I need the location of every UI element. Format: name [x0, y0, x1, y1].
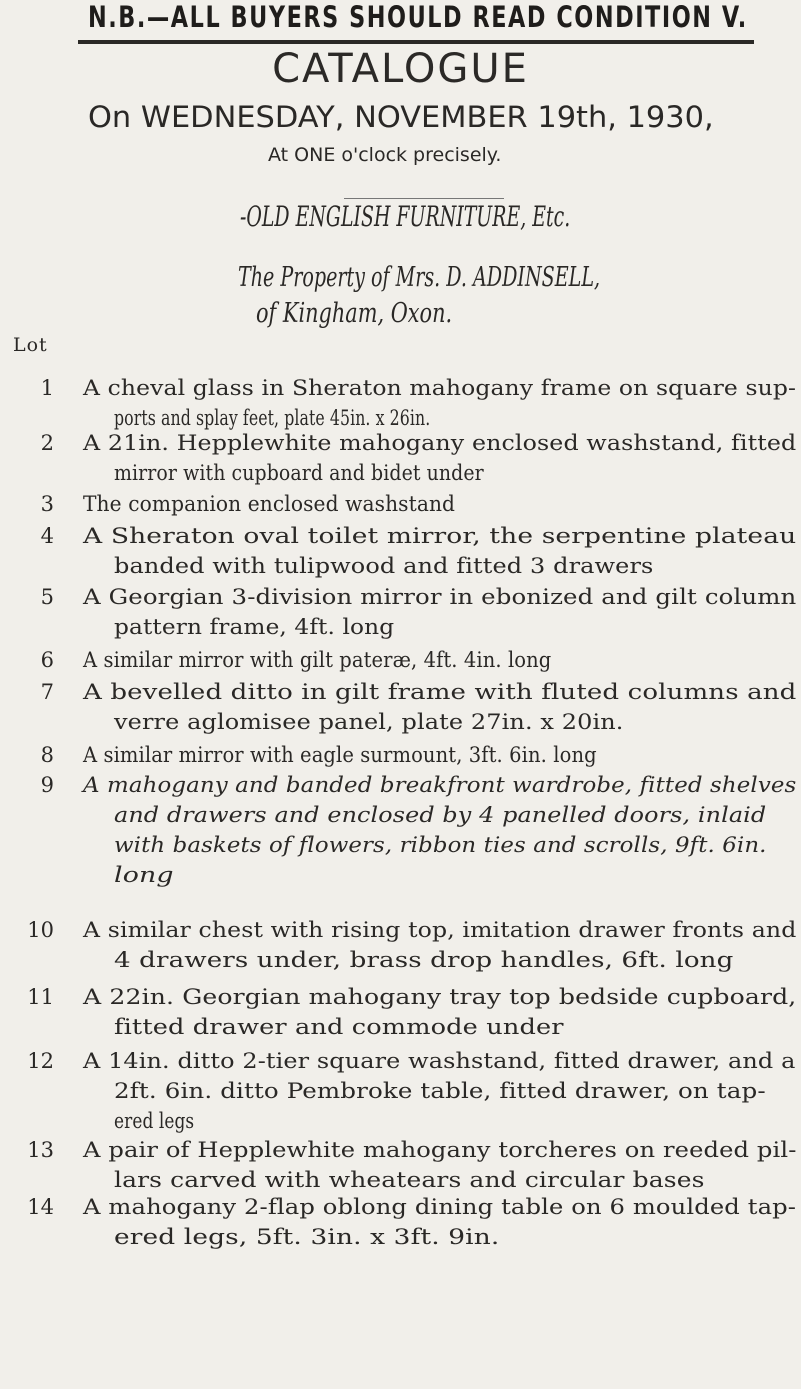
property-location: of Kingham, Oxon. — [256, 298, 453, 329]
lot-column-heading: Lot — [13, 334, 48, 356]
lot-number: 3 — [40, 492, 54, 516]
lot-number: 10 — [27, 918, 54, 942]
lot-description-line: ports and splay feet, plate 45in. x 26in. — [114, 406, 431, 430]
lot-description-line: banded with tulipwood and fitted 3 drawers — [114, 554, 654, 578]
lot-number: 13 — [27, 1138, 54, 1162]
lot-description-line: 4 drawers under, brass drop handles, 6ft. long — [114, 948, 734, 972]
lot-description-line: A similar chest with rising top, imitation drawer fronts and — [83, 918, 797, 942]
sale-time: At ONE o'clock precisely. — [268, 144, 502, 166]
divider-rule — [344, 198, 504, 199]
lot-number: 5 — [40, 585, 54, 609]
lot-number: 7 — [40, 680, 54, 704]
lot-description-line: A cheval glass in Sheraton mahogany frame on square sup- — [83, 376, 797, 400]
lot-number: 1 — [40, 376, 54, 400]
lot-description-line: mirror with cupboard and bidet under — [114, 461, 484, 485]
lot-description-line: A Sheraton oval toilet mirror, the serpentine plateau — [83, 524, 797, 548]
lot-description-line: A similar mirror with gilt pateræ, 4ft. 4in. long — [83, 648, 552, 672]
lot-description-line: and drawers and enclosed by 4 panelled doors, inlaid — [114, 803, 767, 827]
lot-description-line: pattern frame, 4ft. long — [114, 615, 395, 639]
property-owner: The Property of Mrs. D. ADDINSELL, — [238, 262, 601, 293]
lot-number: 8 — [40, 743, 54, 767]
lot-number: 11 — [27, 985, 54, 1009]
header-rule — [78, 40, 754, 44]
lot-description-line: A 21in. Hepplewhite mahogany enclosed washstand, fitted — [83, 431, 797, 455]
lot-description-line: A pair of Hepplewhite mahogany torcheres on reeded pil- — [83, 1138, 797, 1162]
lot-description-line: ered legs — [114, 1109, 195, 1133]
lot-description-line: lars carved with wheatears and circular bases — [114, 1168, 705, 1192]
lot-description-line: ered legs, 5ft. 3in. x 3ft. 9in. — [114, 1225, 500, 1249]
lot-description-line: The companion enclosed washstand — [83, 492, 456, 516]
sale-date: On WEDNESDAY, NOVEMBER 19th, 1930, — [88, 100, 714, 134]
lot-number: 14 — [27, 1195, 54, 1219]
section-heading: -OLD ENGLISH FURNITURE, Etc. — [240, 200, 571, 233]
lot-description-line: A mahogany 2-flap oblong dining table on 6 moulded tap- — [83, 1195, 797, 1219]
condition-notice: N.B.—ALL BUYERS SHOULD READ CONDITION V. — [88, 0, 748, 34]
lot-description-line: with baskets of flowers, ribbon ties and scrolls, 9ft. 6in. — [114, 833, 767, 857]
lot-description-line: long — [114, 863, 174, 887]
lot-number: 9 — [40, 773, 54, 797]
catalogue-title: CATALOGUE — [272, 46, 529, 92]
lot-description-line: A bevelled ditto in gilt frame with fluted columns and — [83, 680, 797, 704]
lot-description-line: A Georgian 3-division mirror in ebonized and gilt column — [83, 585, 797, 609]
lot-number: 2 — [40, 431, 54, 455]
lot-number: 4 — [40, 524, 54, 548]
lot-number: 12 — [27, 1049, 54, 1073]
lot-number: 6 — [40, 648, 54, 672]
lot-description-line: verre aglomisee panel, plate 27in. x 20in. — [114, 710, 624, 734]
lot-description-line: A 14in. ditto 2-tier square washstand, fitted drawer, and a — [83, 1049, 796, 1073]
lot-description-line: A similar mirror with eagle surmount, 3ft. 6in. long — [83, 743, 597, 767]
lot-description-line: A mahogany and banded breakfront wardrobe, fitted shelves — [83, 773, 797, 797]
lot-description-line: fitted drawer and commode under — [114, 1015, 564, 1039]
lot-description-line: 2ft. 6in. ditto Pembroke table, fitted drawer, on tap- — [114, 1079, 766, 1103]
lot-description-line: A 22in. Georgian mahogany tray top bedside cupboard, — [83, 985, 797, 1009]
